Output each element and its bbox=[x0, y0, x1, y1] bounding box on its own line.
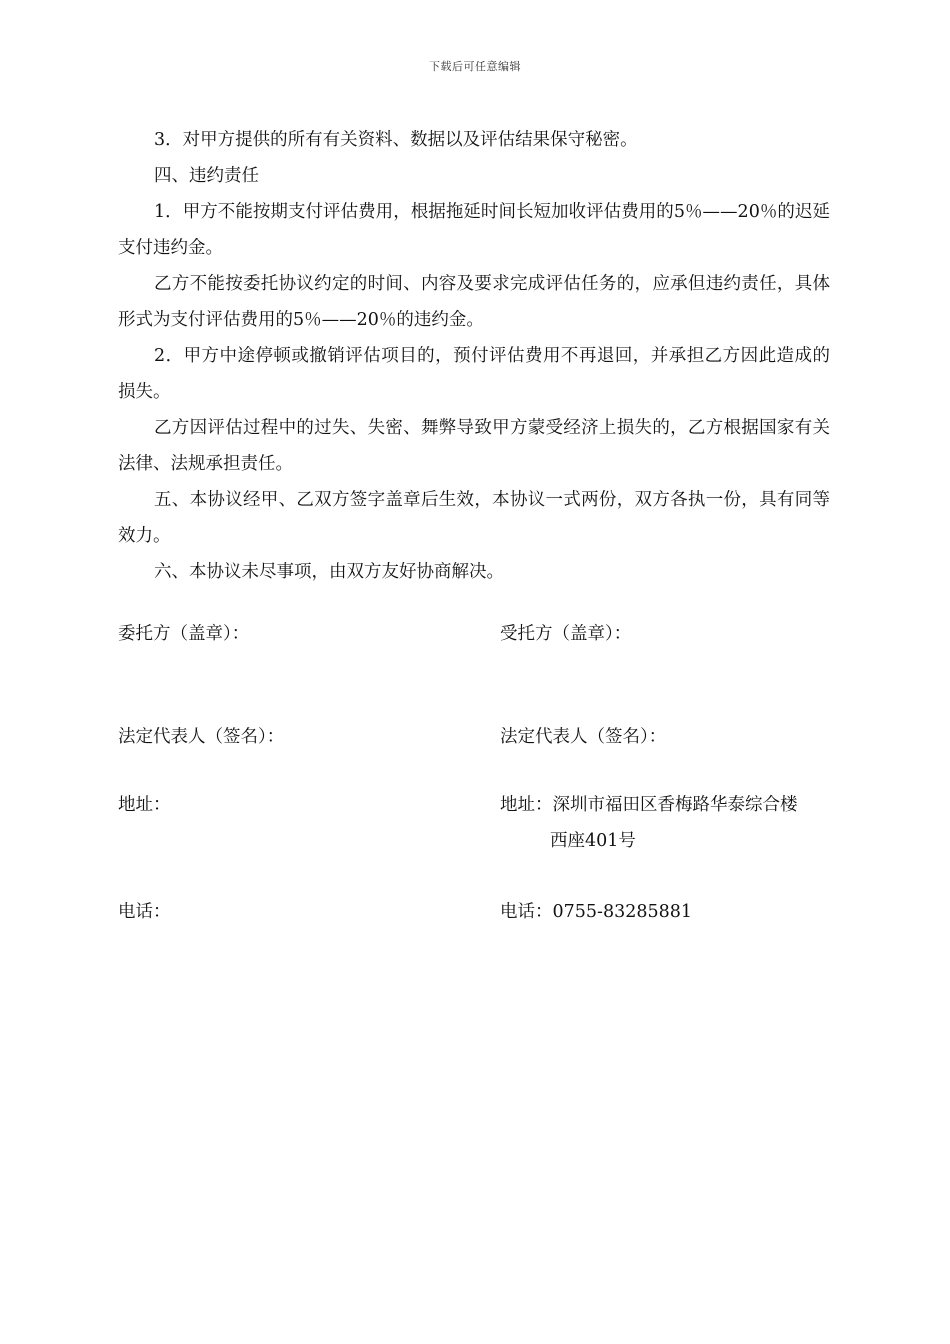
client-representative-label: 法定代表人（签名）： bbox=[118, 727, 285, 747]
paragraph-contractor-fault: 乙方因评估过程中的过失、失密、舞弊导致甲方蒙受经济上损失的，乙方根据国家有关法律、法规承担责任。 bbox=[118, 418, 830, 474]
section-heading-breach: 四、违约责任 bbox=[154, 166, 259, 186]
paragraph-confidentiality: 3．对甲方提供的所有有关资料、数据以及评估结果保守秘密。 bbox=[154, 130, 638, 150]
client-address-label: 地址： bbox=[118, 795, 171, 815]
paragraph-contractor-delay: 乙方不能按委托协议约定的时间、内容及要求完成评估任务的，应承但违约责任，具体形式为支付评估费用的5％——20％的违约金。 bbox=[118, 274, 830, 330]
contractor-address bbox=[500, 787, 830, 859]
header-note: 下载后可任意编辑 bbox=[429, 60, 521, 73]
contractor-seal-label: 受托方（盖章）： bbox=[500, 624, 632, 644]
contractor-phone: 电话：0755-83285881 bbox=[500, 902, 693, 922]
contractor-representative-label: 法定代表人（签名）： bbox=[500, 727, 667, 747]
client-seal-label: 委托方（盖章）： bbox=[118, 624, 250, 644]
paragraph-late-payment: 1．甲方不能按期支付评估费用，根据拖延时间长短加收评估费用的5％——20％的迟延支付违约金。 bbox=[118, 202, 830, 258]
contractor-address-line1: 地址：深圳市福田区香梅路华泰综合楼 bbox=[500, 795, 798, 815]
agreement-body bbox=[118, 122, 830, 590]
contractor-address-line2: 西座401号 bbox=[550, 831, 636, 851]
paragraph-cancellation: 2．甲方中途停顿或撤销评估项目的，预付评估费用不再退回，并承担乙方因此造成的损失。 bbox=[118, 346, 830, 402]
paragraph-effectiveness: 五、本协议经甲、乙双方签字盖章后生效，本协议一式两份，双方各执一份，具有同等效力。 bbox=[118, 490, 830, 546]
client-phone-label: 电话： bbox=[118, 902, 171, 922]
paragraph-unresolved-matters: 六、本协议未尽事项，由双方友好协商解决。 bbox=[154, 562, 504, 582]
